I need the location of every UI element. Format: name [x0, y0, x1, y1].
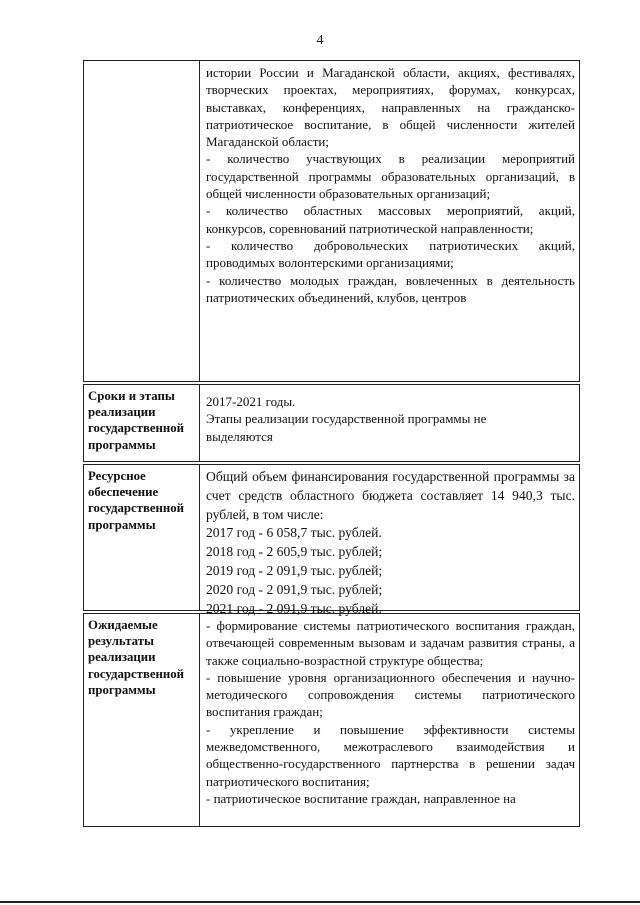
row-content-indicators: [200, 61, 579, 381]
table-row-resources: [83, 464, 580, 616]
terms-years: 2017-2021 годы.: [206, 394, 296, 409]
program-passport-table: [83, 60, 580, 827]
row-content-resources: [200, 465, 579, 616]
table-row-indicators: [83, 60, 580, 382]
row-label-indicators: [84, 61, 200, 381]
result-paragraph: - укрепление и повышение эффективности системы межведомственного, межотраслевого взаимодействия и общественно-государственного партнерства в решении задач патриотического воспитания;: [206, 721, 575, 789]
terms-stages: Этапы реализации государственной программы не выделяются: [206, 411, 487, 444]
result-paragraph: - формирование системы патриотического воспитания граждан, отвечающей современным вызовам и задачам развития страны, а также социально-возрастной структуре общества;: [206, 618, 575, 668]
indicator-paragraph: - количество участвующих в реализации мероприятий государственной программы образовательных организаций, в общей численности образовательных организаций;: [206, 151, 575, 202]
result-paragraph: - повышение уровня организационного обеспечения и научно-методического сопровождения системы патриотического воспитания граждан;: [206, 669, 575, 720]
financing-year: 2020 год - 2 091,9 тыс. рублей;: [206, 581, 383, 597]
row-content-expected-results: [200, 614, 579, 826]
row-label-terms: Сроки и этапы реализации государственной программы: [84, 385, 200, 461]
result-paragraph: - патриотическое воспитание граждан, направленное на: [206, 790, 516, 806]
indicator-paragraph: истории России и Магаданской области, акциях, фестивалях, творческих проектах, мероприятиях, форумах, конкурсах, выставках, конференциях, направленных на гражданско-патриотическое воспитание, в общей численности жителей Магаданской области;: [206, 65, 575, 150]
financing-year: 2018 год - 2 605,9 тыс. рублей;: [206, 544, 383, 560]
table-row-terms: [83, 384, 580, 462]
financing-total: Общий объем финансирования государственной программы за счет средств областного бюджета составляет 14 940,3 тыс. рублей, в том числе:: [206, 469, 575, 522]
row-label-resources: Ресурсное обеспечение государственной программы: [84, 465, 200, 610]
bottom-rule: [0, 901, 640, 903]
financing-year: 2017 год - 6 058,7 тыс. рублей.: [206, 525, 382, 541]
row-content-terms: [200, 385, 579, 461]
page-number: 4: [316, 33, 324, 48]
indicator-paragraph: - количество добровольческих патриотических акций, проводимых волонтерскими организациями;: [206, 237, 575, 271]
financing-year: 2019 год - 2 091,9 тыс. рублей;: [206, 562, 383, 578]
financing-year: 2021 год - 2 091,9 тыс. рублей.: [206, 600, 382, 616]
row-label-expected-results: Ожидаемые результаты реализации государственной программы: [84, 614, 200, 826]
table-row-expected-results: [83, 613, 580, 827]
indicator-paragraph: - количество областных массовых мероприятий, акций, конкурсов, соревнований патриотической направленности;: [206, 203, 575, 236]
indicator-paragraph: - количество молодых граждан, вовлеченных в деятельность патриотических объединений, клубов, центров: [206, 272, 575, 305]
